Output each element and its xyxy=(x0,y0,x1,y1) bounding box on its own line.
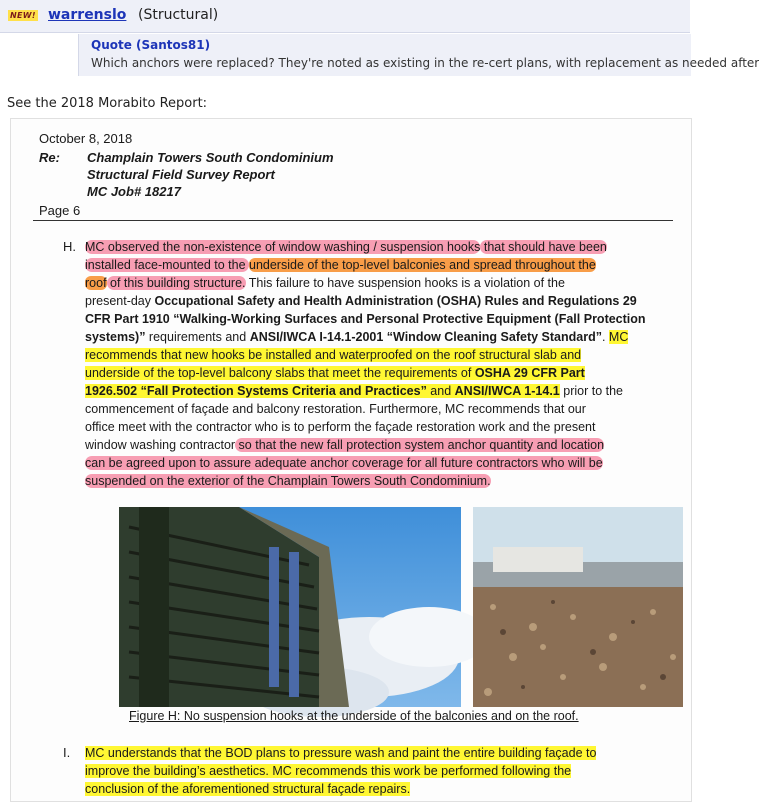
highlight-pink: so that the new fall protection system anchor quantity and location xyxy=(235,438,605,452)
highlight-pink: can be agreed upon to assure adequate anchor coverage for all future contractors who will be xyxy=(85,456,603,470)
section-i-label: I. xyxy=(63,745,71,760)
text-run: and xyxy=(426,384,455,398)
section-h-line: commencement of façade and balcony restoration. Furthermore, MC recommends that our xyxy=(85,402,586,416)
quote-box xyxy=(78,34,759,76)
roof-photo xyxy=(473,507,683,707)
highlight-yellow: MC xyxy=(608,330,629,344)
text-run: prior to the xyxy=(559,384,623,398)
highlight-pink: that should have been xyxy=(480,240,607,254)
text-run: present-day xyxy=(85,294,155,308)
report-image xyxy=(10,118,692,802)
quote-title: Quote (Santos81) xyxy=(91,38,211,52)
section-h-line xyxy=(85,311,646,327)
section-i-line xyxy=(85,781,410,797)
highlight-yellow: MC understands that the BOD plans to pressure wash and paint the entire building façade to xyxy=(85,746,597,760)
highlight-yellow xyxy=(85,366,585,380)
text-run-bold: 1926.502 “Fall Protection Systems Criteria and Practices” xyxy=(85,384,427,398)
highlight-pink: of this building structure. xyxy=(106,276,246,290)
highlight-yellow: improve the building’s aesthetics. MC recommends this work be performed following the xyxy=(85,764,572,778)
section-h-label: H. xyxy=(63,239,76,254)
text-run-bold: OSHA 29 CFR Part xyxy=(474,366,585,380)
highlight-orange: roof xyxy=(85,276,107,290)
text-run-bold: ANSI/IWCA 1-14.1 xyxy=(454,384,560,398)
section-i-line xyxy=(85,763,571,779)
section-h-line xyxy=(85,455,603,471)
user-tag: (Structural) xyxy=(138,7,219,23)
post-header xyxy=(0,0,690,33)
report-re-line: Champlain Towers South Condominium xyxy=(87,150,334,165)
post-intro-text: See the 2018 Morabito Report: xyxy=(7,96,208,111)
text-run: underside of the top-level balcony slabs that meet the requirements of xyxy=(85,366,475,380)
text-run: requirements and xyxy=(145,330,250,344)
section-h-line xyxy=(85,437,604,453)
building-photo xyxy=(119,507,461,707)
highlight-pink: installed face-mounted to the xyxy=(85,258,249,272)
highlight-yellow xyxy=(85,384,560,398)
section-h-line xyxy=(85,383,623,399)
section-h-line xyxy=(85,365,585,381)
section-h-line xyxy=(85,275,565,291)
new-badge: NEW! xyxy=(10,11,36,20)
section-h-line xyxy=(85,239,607,255)
section-h-line: office meet with the contractor who is to perform the façade restoration work and the present xyxy=(85,420,596,434)
section-i-line xyxy=(85,745,596,761)
report-re-line: MC Job# 18217 xyxy=(87,184,181,199)
highlight-yellow: recommends that new hooks be installed and waterproofed on the roof structural slab and xyxy=(85,348,582,362)
header-divider xyxy=(33,220,673,221)
section-h-line xyxy=(85,293,637,309)
highlight-yellow: conclusion of the aforementioned structural façade repairs. xyxy=(85,782,411,796)
text-run-bold: CFR Part 1910 “Walking-Working Surfaces and Personal Protective Equipment (Fall Protection xyxy=(85,312,646,326)
highlight-pink: suspended on the exterior of the Champlain Towers South Condominium. xyxy=(85,474,491,488)
text-run-bold: ANSI/IWCA I-14.1-2001 “Window Cleaning Safety Standard” xyxy=(249,330,602,344)
report-page-number: Page 6 xyxy=(39,203,81,218)
text-run: This failure to have suspension hooks is a violation of the xyxy=(245,276,565,290)
report-re-line: Structural Field Survey Report xyxy=(87,167,275,182)
section-h-line xyxy=(85,347,581,363)
text-run: . xyxy=(601,330,609,344)
report-re-label: Re: xyxy=(39,150,60,165)
section-h-line xyxy=(85,473,491,489)
username-link[interactable]: warrenslo xyxy=(48,7,127,23)
highlight-orange: underside of the top-level balconies and spread throughout the xyxy=(249,258,596,272)
report-date: October 8, 2018 xyxy=(39,131,133,146)
highlight-pink: MC observed the non-existence of window washing / suspension hooks xyxy=(85,240,481,254)
text-run: window washing contractor xyxy=(85,438,236,452)
figure-caption: Figure H: No suspension hooks at the underside of the balconies and on the roof. xyxy=(129,709,579,723)
quote-text: Which anchors were replaced? They're noted as existing in the re-cert plans, with replacement as needed after xyxy=(91,56,759,70)
text-run-bold: Occupational Safety and Health Administration (OSHA) Rules and Regulations 29 xyxy=(154,294,637,308)
text-run-bold: systems)” xyxy=(85,330,146,344)
section-h-line xyxy=(85,329,628,345)
section-h-line xyxy=(85,257,596,273)
